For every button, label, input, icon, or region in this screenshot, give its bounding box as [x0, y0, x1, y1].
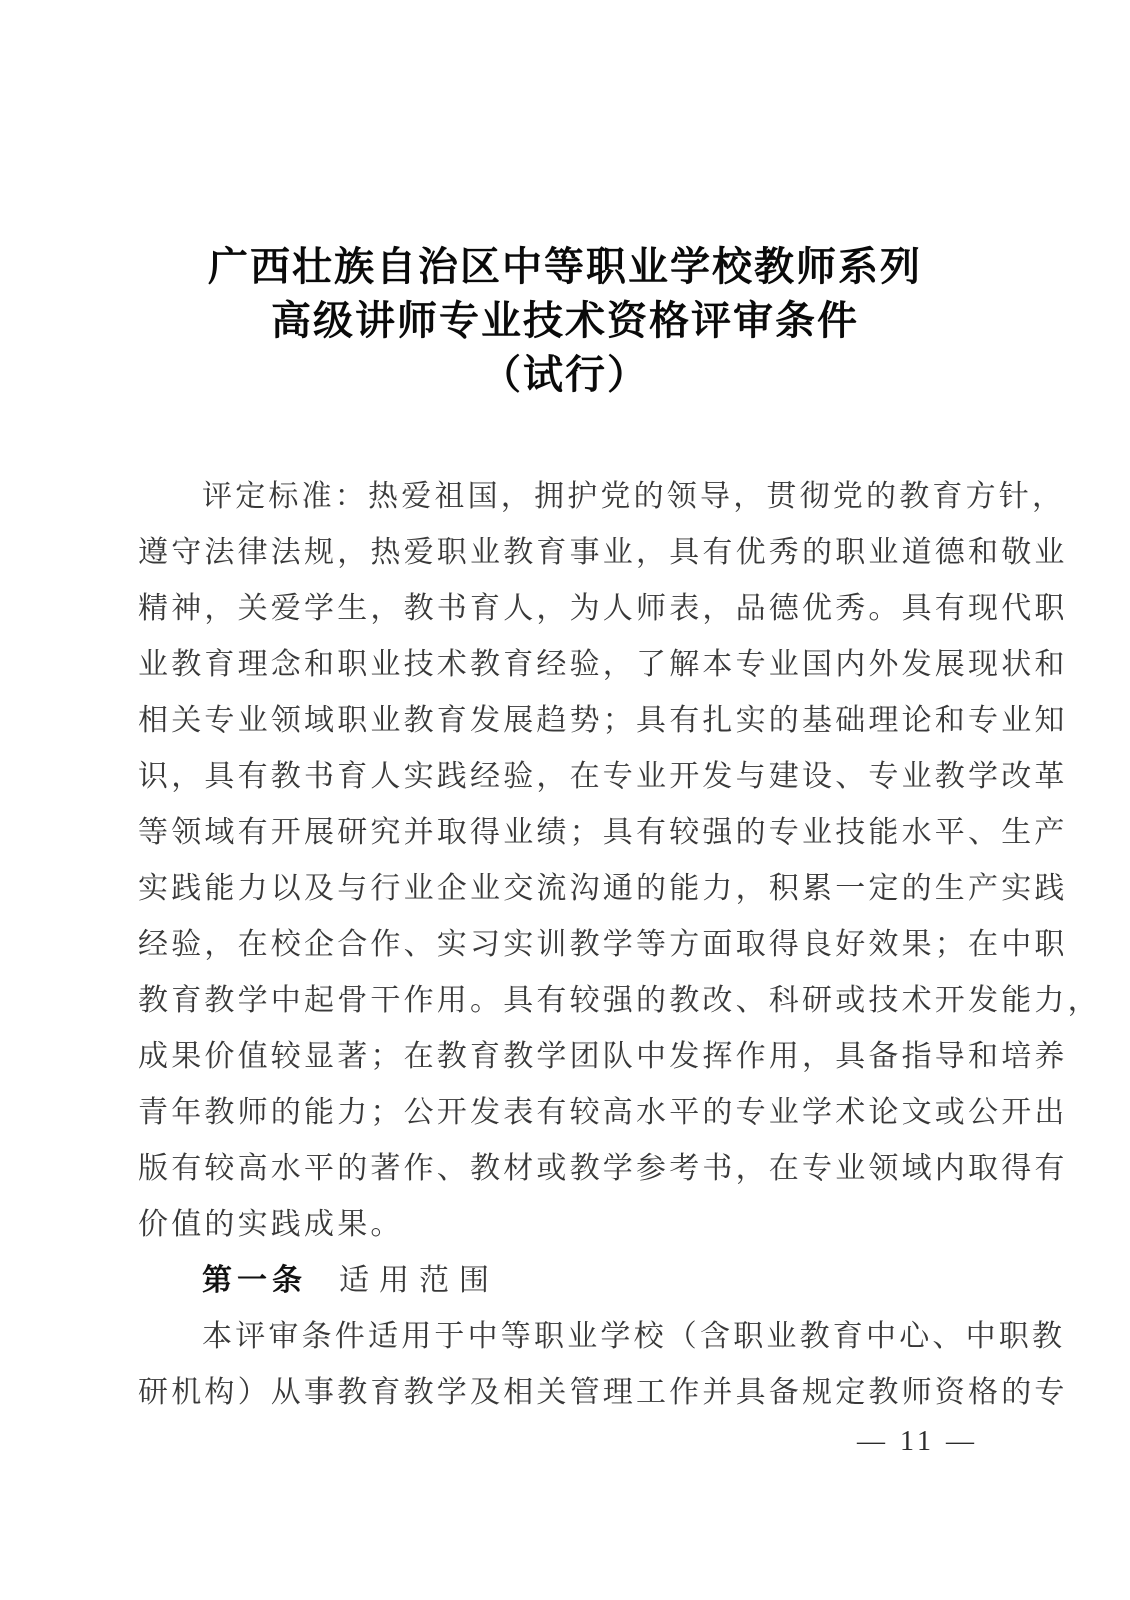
page-number: — 11 — [857, 1426, 978, 1457]
paragraph1-line: 成果价值较显著；在教育教学团队中发挥作用，具备指导和培养 [138, 1040, 1068, 1073]
title-line-1: 广西壮族自治区中等职业学校教师系列 [208, 244, 922, 289]
paragraph1-line: 识，具有教书育人实践经验，在专业开发与建设、专业教学改革 [138, 760, 1068, 793]
document-body [138, 469, 1101, 1421]
section-heading [138, 1253, 998, 1309]
section-title: 适用范围 [339, 1264, 499, 1297]
paragraph1-line: 青年教师的能力；公开发表有较高水平的专业学术论文或公开出 [138, 1096, 1068, 1129]
paragraph1-line: 等领域有开展研究并取得业绩；具有较强的专业技能水平、生产 [138, 816, 1068, 849]
title-line-3: （试行） [481, 352, 649, 397]
paragraph1-line: 精神，关爱学生，教书育人，为人师表，品德优秀。具有现代职 [138, 592, 1068, 625]
paragraph1-line: 业教育理念和职业技术教育经验，了解本专业国内外发展现状和 [138, 648, 1068, 681]
paragraph1-line: 遵守法律法规，热爱职业教育事业，具有优秀的职业道德和敬业 [138, 536, 1068, 569]
paragraph1-line: 评定标准：热爱祖国，拥护党的领导，贯彻党的教育方针， [202, 480, 1066, 513]
section-number: 第一条 [202, 1264, 307, 1297]
paragraph1-line: 经验，在校企合作、实习实训教学等方面取得良好效果；在中职 [138, 928, 1068, 961]
paragraph1-line: 版有较高水平的著作、教材或教学参考书，在专业领域内取得有 [138, 1152, 1068, 1185]
paragraph1-line: 相关专业领域职业教育发展趋势；具有扎实的基础理论和专业知 [138, 704, 1068, 737]
paragraph1-line: 实践能力以及与行业企业交流沟通的能力，积累一定的生产实践 [138, 872, 1068, 905]
paragraph2-line: 本评审条件适用于中等职业学校（含职业教育中心、中职教 [202, 1320, 1066, 1353]
title-line-2: 高级讲师专业技术资格评审条件 [271, 298, 859, 343]
paragraph1-line: 价值的实践成果。 [138, 1208, 404, 1241]
document-title [0, 240, 1130, 402]
paragraph2-line: 研机构）从事教育教学及相关管理工作并具备规定教师资格的专 [138, 1376, 1068, 1409]
paragraph1-line: 教育教学中起骨干作用。具有较强的教改、科研或技术开发能力， [138, 984, 1101, 1017]
